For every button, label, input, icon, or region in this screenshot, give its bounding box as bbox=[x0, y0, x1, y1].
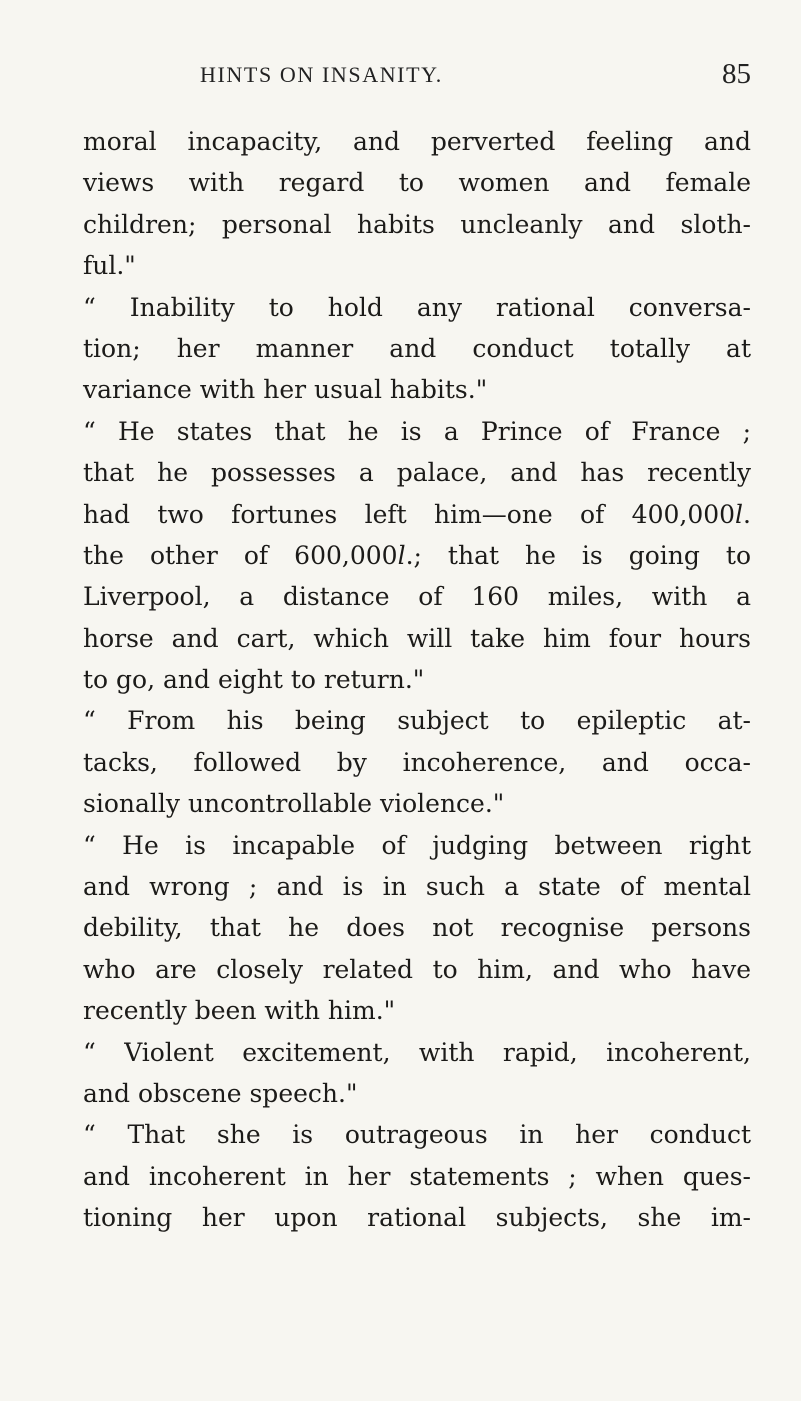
text-line: horse and cart, which will take him four hours bbox=[83, 623, 751, 653]
text-line: views with regard to women and female bbox=[83, 168, 751, 198]
text-line: that he possesses a palace, and has recently bbox=[83, 458, 751, 488]
text-line: debility, that he does not recognise persons bbox=[83, 913, 751, 943]
text-line: ful." bbox=[83, 251, 136, 281]
body-text bbox=[83, 121, 751, 1239]
text-line: had two fortunes left him—one of 400,000l. bbox=[83, 499, 751, 529]
text-line: Liverpool, a distance of 160 miles, with a bbox=[83, 582, 751, 612]
text-line: tion; her manner and conduct totally at bbox=[83, 333, 751, 363]
text-line: tioning her upon rational subjects, she im- bbox=[83, 1203, 751, 1233]
text-line: and incoherent in her statements ; when ques- bbox=[83, 1161, 751, 1191]
text-line: the other of 600,000l.; that he is going to bbox=[83, 540, 751, 570]
text-line: and wrong ; and is in such a state of mental bbox=[83, 872, 751, 902]
text-line: tacks, followed by incoherence, and occa- bbox=[83, 747, 751, 777]
text-line: “ Violent excitement, with rapid, incoherent, bbox=[83, 1037, 751, 1067]
text-line: variance with her usual habits." bbox=[83, 375, 488, 405]
text-line: who are closely related to him, and who have bbox=[83, 954, 751, 984]
text-line: “ Inability to hold any rational conversa- bbox=[83, 292, 751, 322]
page-number: 85 bbox=[722, 58, 751, 90]
text-line: sionally uncontrollable violence." bbox=[83, 789, 505, 819]
running-head bbox=[82, 58, 752, 94]
text-line: “ He is incapable of judging between right bbox=[83, 830, 751, 860]
text-line: moral incapacity, and perverted feeling and bbox=[83, 127, 751, 156]
text-line: “ He states that he is a Prince of France ; bbox=[83, 416, 751, 446]
text-line: children; personal habits uncleanly and sloth- bbox=[83, 209, 751, 239]
text-line: to go, and eight to return." bbox=[83, 665, 425, 695]
text-line: and obscene speech." bbox=[83, 1078, 358, 1108]
text-line: “ From his being subject to epileptic at- bbox=[83, 706, 751, 736]
running-title: HINTS ON INSANITY. bbox=[200, 62, 443, 87]
text-line: “ That she is outrageous in her conduct bbox=[83, 1120, 751, 1150]
text-line: recently been with him." bbox=[83, 996, 396, 1026]
